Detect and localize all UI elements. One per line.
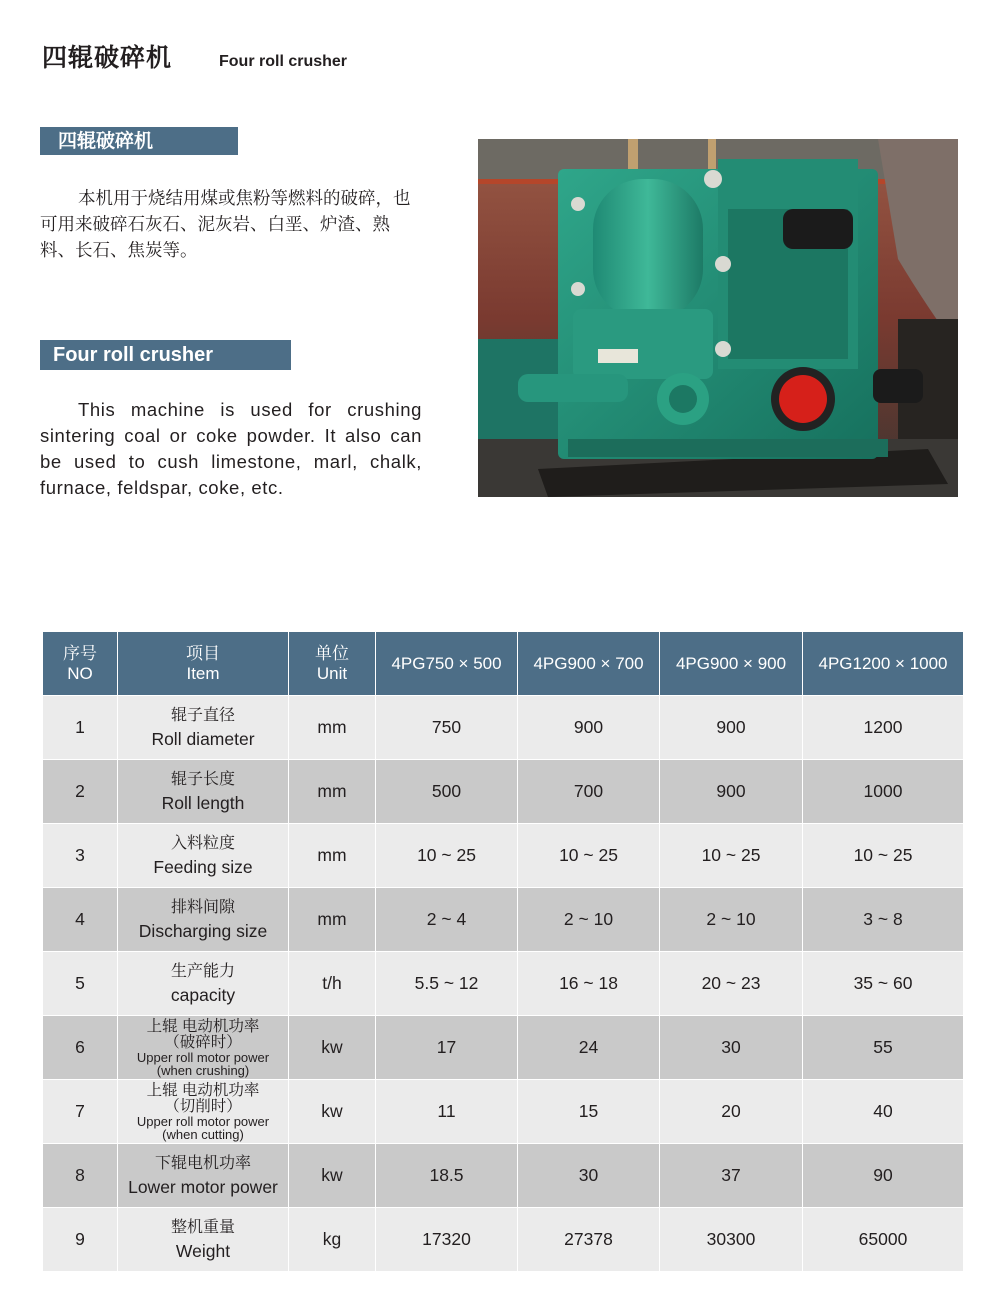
row-number: 3 (43, 824, 118, 888)
row-value: 17320 (376, 1208, 518, 1272)
row-value: 1200 (803, 696, 964, 760)
row-item: 排料间隙 Discharging size (118, 888, 289, 952)
row-item: 入料粒度 Feeding size (118, 824, 289, 888)
table-row (43, 760, 964, 824)
row-value: 11 (376, 1080, 518, 1144)
spec-table (42, 631, 964, 1272)
row-value: 900 (660, 760, 803, 824)
row-item: 生产能力 capacity (118, 952, 289, 1016)
row-unit: mm (289, 760, 376, 824)
row-value: 40 (803, 1080, 964, 1144)
row-number: 7 (43, 1080, 118, 1144)
row-unit: mm (289, 696, 376, 760)
row-unit: kw (289, 1080, 376, 1144)
row-item: 下辊电机功率 Lower motor power (118, 1144, 289, 1208)
row-value: 17 (376, 1016, 518, 1080)
section-heading-cn: 四辊破碎机 (40, 127, 238, 155)
table-row (43, 1144, 964, 1208)
row-value: 2 ~ 10 (660, 888, 803, 952)
row-value: 10 ~ 25 (518, 824, 660, 888)
row-number: 1 (43, 696, 118, 760)
row-unit: kw (289, 1016, 376, 1080)
row-value: 900 (660, 696, 803, 760)
page-title-en: Four roll crusher (219, 53, 348, 70)
header-model: 4PG900 × 700 (518, 632, 660, 696)
table-header-row (43, 632, 964, 696)
row-value: 10 ~ 25 (376, 824, 518, 888)
section-heading-en: Four roll crusher (40, 340, 291, 370)
row-value: 27378 (518, 1208, 660, 1272)
row-item: 上辊 电动机功率 （破碎时） Upper roll motor power (when crushing) (118, 1016, 289, 1080)
row-value: 1000 (803, 760, 964, 824)
header-unit: 单位 Unit (289, 632, 376, 696)
row-number: 5 (43, 952, 118, 1016)
row-item: 辊子直径 Roll diameter (118, 696, 289, 760)
row-unit: kg (289, 1208, 376, 1272)
row-number: 2 (43, 760, 118, 824)
row-value: 900 (518, 696, 660, 760)
row-value: 3 ~ 8 (803, 888, 964, 952)
row-value: 5.5 ~ 12 (376, 952, 518, 1016)
row-value: 750 (376, 696, 518, 760)
header-model: 4PG750 × 500 (376, 632, 518, 696)
row-value: 10 ~ 25 (660, 824, 803, 888)
row-value: 65000 (803, 1208, 964, 1272)
table-row (43, 696, 964, 760)
description-en: This machine is used for crushing sintering coal or coke powder. It also can be used to cush limestone, marl, chalk, furnace, feldspar, coke, etc. (40, 399, 422, 498)
row-item: 辊子长度 Roll length (118, 760, 289, 824)
row-value: 2 ~ 4 (376, 888, 518, 952)
row-value: 10 ~ 25 (803, 824, 964, 888)
header-item: 项目 Item (118, 632, 289, 696)
row-value: 90 (803, 1144, 964, 1208)
row-item: 整机重量 Weight (118, 1208, 289, 1272)
row-value: 20 (660, 1080, 803, 1144)
row-value: 30 (518, 1144, 660, 1208)
table-row (43, 952, 964, 1016)
header-model: 4PG1200 × 1000 (803, 632, 964, 696)
row-value: 20 ~ 23 (660, 952, 803, 1016)
row-value: 18.5 (376, 1144, 518, 1208)
row-value: 37 (660, 1144, 803, 1208)
crusher-photo (478, 139, 958, 497)
row-value: 500 (376, 760, 518, 824)
row-value: 700 (518, 760, 660, 824)
row-value: 30300 (660, 1208, 803, 1272)
row-unit: mm (289, 824, 376, 888)
row-number: 8 (43, 1144, 118, 1208)
description-cn: 本机用于烧结用煤或焦粉等燃料的破碎，也可用来破碎石灰石、泥灰岩、白垩、炉渣、熟料、长石、焦炭等。 (40, 189, 411, 261)
row-number: 6 (43, 1016, 118, 1080)
table-row (43, 1016, 964, 1080)
row-value: 16 ~ 18 (518, 952, 660, 1016)
row-unit: kw (289, 1144, 376, 1208)
row-value: 2 ~ 10 (518, 888, 660, 952)
table-row (43, 824, 964, 888)
table-row (43, 888, 964, 952)
header-no: 序号 NO (43, 632, 118, 696)
table-row (43, 1080, 964, 1144)
header-model: 4PG900 × 900 (660, 632, 803, 696)
row-item: 上辊 电动机功率 （切削时） Upper roll motor power (when cutting) (118, 1080, 289, 1144)
row-value: 55 (803, 1016, 964, 1080)
row-number: 4 (43, 888, 118, 952)
table-row (43, 1208, 964, 1272)
row-number: 9 (43, 1208, 118, 1272)
row-unit: mm (289, 888, 376, 952)
page-title-cn: 四辊破碎机 (42, 43, 173, 72)
row-unit: t/h (289, 952, 376, 1016)
row-value: 35 ~ 60 (803, 952, 964, 1016)
row-value: 30 (660, 1016, 803, 1080)
row-value: 15 (518, 1080, 660, 1144)
row-value: 24 (518, 1016, 660, 1080)
